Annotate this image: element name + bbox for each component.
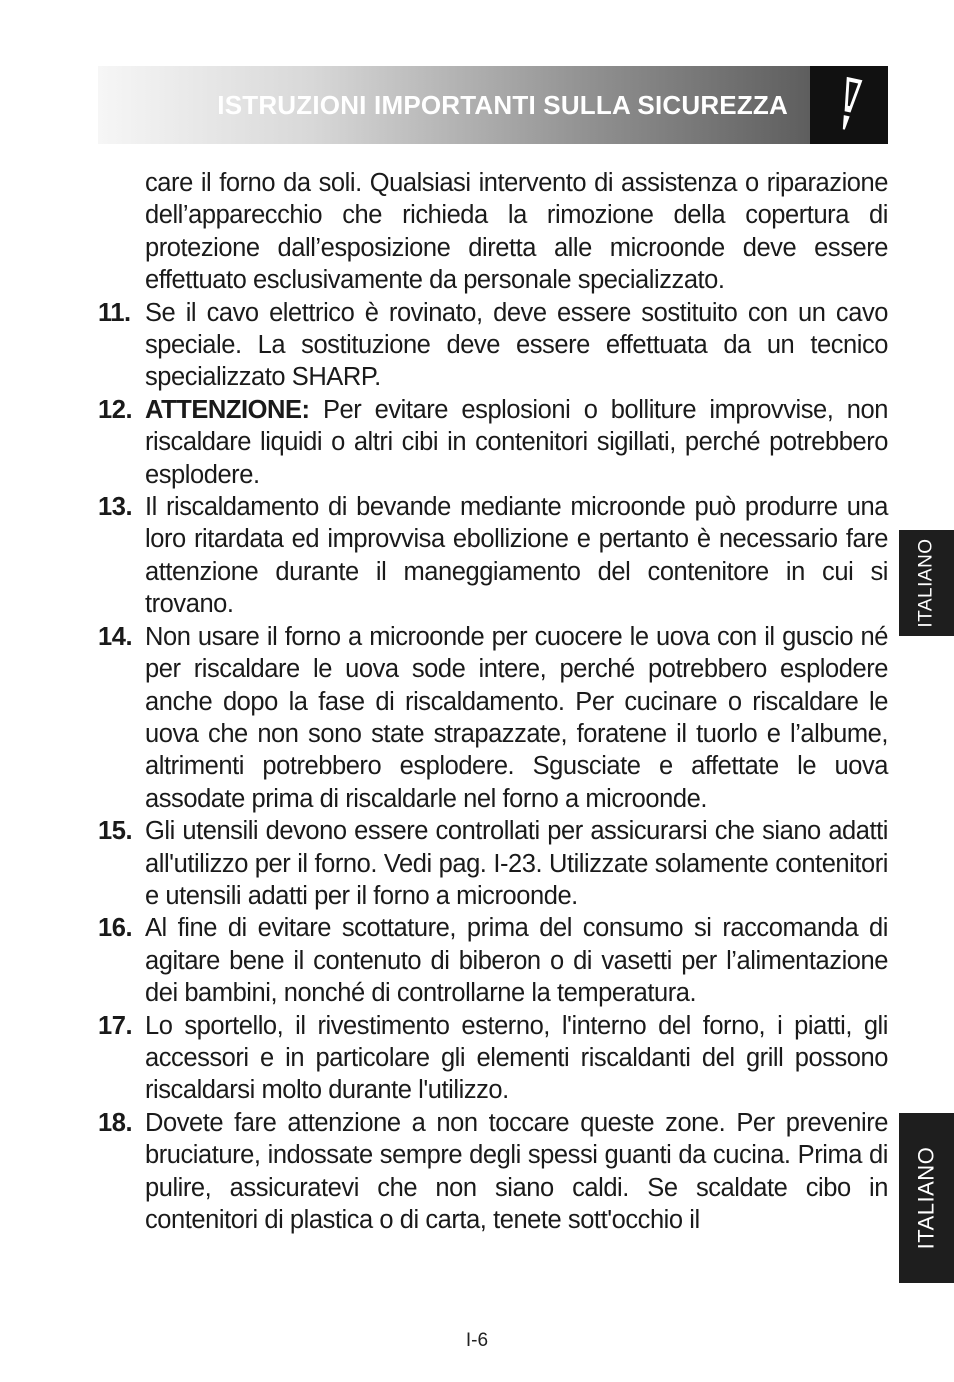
item-text: Gli utensili devono essere controllati per assicurarsi che siano adatti all'utilizzo per il forno. Vedi pag. I-23. Utilizzate solamente contenitori e utensili adatti per il forno a microonde. [145, 817, 888, 910]
list-item [98, 912, 888, 1009]
list-item [98, 815, 888, 912]
item-text: Se il cavo elettrico è rovinato, deve essere sostituito con un cavo speciale. La sostituzione deve essere effettuata da un tecnico specializzato SHARP. [145, 298, 888, 392]
page-number: I-6 [465, 1330, 489, 1351]
item-text: Al fine di evitare scottature, prima del consumo si raccomanda di agitare bene il contenuto di biberon o di vasetti per l’alimentazione dei bambini, nonché di controllarne la temperatura. [145, 914, 888, 1008]
language-tab-lower [899, 1113, 954, 1283]
safety-instructions [98, 167, 888, 1236]
item-number: 11. [98, 298, 131, 327]
item-number: 18. [98, 1108, 133, 1137]
warning-exclamation-icon [810, 66, 888, 144]
item-lead: ATTENZIONE: [145, 395, 310, 424]
continuation-paragraph [98, 167, 888, 297]
item-number: 17. [98, 1011, 133, 1040]
language-tab-label: ITALIANO [913, 1146, 939, 1250]
paragraph-text: care il forno da soli. Qualsiasi intervento di assistenza o riparazione dell’apparecchio che richieda la rimozione della copertura di protezione dall’esposizione diretta alle microonde deve essere effettuato esclusivamente da personale specializzato. [145, 169, 888, 295]
list-item [98, 297, 888, 394]
list-item [98, 394, 888, 491]
item-number: 12. [98, 395, 133, 424]
item-number: 16. [98, 914, 133, 943]
item-number: 15. [98, 817, 133, 846]
section-header [98, 66, 810, 144]
item-text: Lo sportello, il rivestimento esterno, l'interno del forno, i piatti, gli accessori e in particolare gli elementi riscaldanti del grill possono riscaldarsi molto durante l'utilizzo. [145, 1011, 888, 1105]
item-text: Per evitare esplosioni o bolliture improvvise, non riscaldare liquidi o altri cibi in contenitori sigillati, perché potrebbero esplodere. [145, 395, 888, 489]
item-text: Non usare il forno a microonde per cuocere le uova con il guscio né per riscaldare le uova sode intere, perché potrebbero esplodere anche dopo la fase di riscaldamento. Per cucinare o riscaldare le uova che non sono state strapazzate, foratene il tuorlo e l’albume, altrimenti potrebbero esplodere. Sgusciate e affettate le uova assodate prima di riscaldarle nel forno a microonde. [145, 622, 888, 813]
list-item [98, 491, 888, 621]
list-item [98, 1010, 888, 1107]
item-text: Il riscaldamento di bevande mediante microonde può produrre una loro ritardata ed improvvisa ebollizione e pertanto è necessario fare attenzione durante il maneggiamento del contenitore in cui si trovano. [145, 493, 888, 619]
list-item [98, 1107, 888, 1237]
language-tab-upper [899, 530, 954, 636]
language-tab-label: ITALIANO [915, 538, 937, 628]
list-item [98, 621, 888, 815]
item-text: Dovete fare attenzione a non toccare queste zone. Per prevenire bruciature, indossate sempre degli spessi guanti da cucina. Prima di pulire, assicuratevi che non siano caldi. Se scaldate cibo in contenitori di plastica o di carta, tenete sott'occhio il [145, 1108, 888, 1234]
item-number: 13. [98, 493, 133, 522]
item-number: 14. [98, 622, 133, 651]
section-title: ISTRUZIONI IMPORTANTI SULLA SICUREZZA [217, 89, 788, 120]
